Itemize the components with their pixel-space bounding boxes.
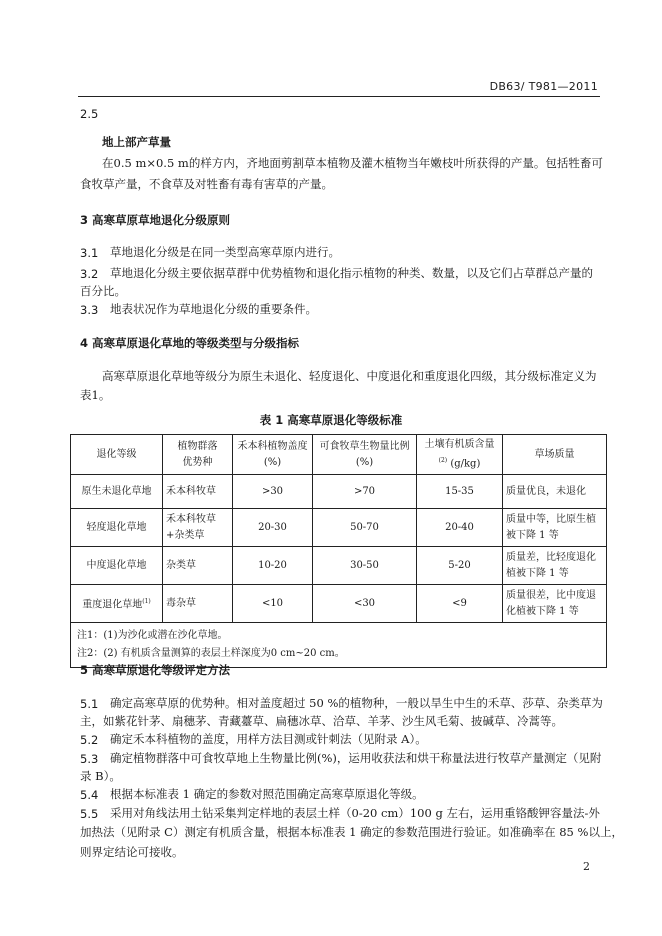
section-5-3-number: 5.3	[80, 752, 99, 766]
table-caption: 表 1 高寒草原退化等级标准	[259, 413, 403, 427]
row-biomass: <30	[313, 585, 417, 623]
section-5-2-number: 5.2	[80, 733, 99, 747]
row-grade	[71, 475, 163, 509]
row-biomass: 50-70	[313, 509, 417, 547]
section-3-2-number: 3.2	[80, 267, 99, 281]
section-3-title: 3 高寒草原草地退化分级原则	[80, 213, 231, 227]
row-grade	[71, 585, 163, 623]
row-organic: 20-40	[417, 509, 503, 547]
table-note-2: 注2：(2) 有机质含量测算的表层土样深度为0 cm~20 cm。	[77, 648, 345, 660]
row-grade-text: 重度退化草地	[82, 599, 143, 611]
header-biomass-line1: 可食牧草生物量比例	[319, 440, 410, 452]
row-organic: 5-20	[417, 547, 503, 585]
row-cover: <10	[233, 585, 313, 623]
section-5-1-line1: 确定高寒草原的优势种。相对盖度超过 50 %的植物种，一般以旱生中生的禾草、莎草、杂类草为	[110, 696, 603, 710]
document-code: DB63/ T981—2011	[489, 80, 598, 93]
row-quality	[503, 585, 607, 623]
row-quality-line1: 质量差，比轻度退化	[506, 551, 596, 563]
row-quality-line1: 质量优良，未退化	[506, 485, 586, 497]
section-3-1-text: 草地退化分级是在同一类型高寒草原内进行。	[110, 245, 340, 259]
row-dominant	[163, 585, 233, 623]
row-dominant	[163, 475, 233, 509]
section-3-2-text-line1: 草地退化分级主要依据草群中优势植物和退化指示植物的种类、数量，以及它们占草群总产量的	[110, 266, 593, 280]
section-5-5-line2: 加热法（见附录 C）测定有机质含量，根据本标准表 1 确定的参数范围进行验证。如准确率在 85 %以上，	[80, 825, 623, 839]
row-cover: >30	[233, 475, 313, 509]
header-quality: 草场质量	[503, 435, 607, 475]
row-dominant	[163, 509, 233, 547]
header-organic-superscript: (2)	[438, 457, 448, 464]
section-5-title: 5 高寒草原退化等级评定方法	[80, 663, 231, 677]
degradation-grade-table	[70, 434, 607, 668]
section-5-3-line1: 确定植物群落中可食牧草地上生物量比例(%)，运用收获法和烘干称量法进行牧草产量测定（见附	[110, 751, 602, 765]
row-quality	[503, 547, 607, 585]
header-organic	[417, 435, 503, 475]
header-organic-line1: 土壤有机质含量	[424, 439, 495, 450]
header-dominant-line2: 优势种	[182, 456, 213, 468]
header-cover-line2: (%)	[263, 456, 282, 468]
section-5-5-line1: 采用对角线法用土钻采集判定样地的表层土样（0-20 cm）100 g 左右，运用重铬酸钾容量法-外	[110, 806, 600, 820]
row-dominant-line1: 毒杂草	[166, 597, 196, 609]
section-5-1-line2: 主，如紫花针茅、扇穗茅、青藏薹草、扁穗冰草、洽草、羊茅、沙生风毛菊、披碱草、冷蒿等。	[80, 714, 563, 728]
table-row	[71, 509, 607, 547]
section-3-2-text-line2: 百分比。	[80, 284, 126, 298]
table-row	[71, 547, 607, 585]
header-cover	[233, 435, 313, 475]
page-number: 2	[583, 860, 590, 873]
row-cover: 20-30	[233, 509, 313, 547]
row-cover: 10-20	[233, 547, 313, 585]
table-header-row	[71, 435, 607, 475]
row-quality-line2: 化植被下降 1 等	[506, 605, 579, 617]
header-rule	[78, 96, 600, 97]
row-biomass: >70	[313, 475, 417, 509]
row-grade	[71, 547, 163, 585]
row-quality-line2: 被下降 1 等	[506, 529, 559, 541]
table-note-1: 注1：(1)为沙化或潜在沙化草地。	[77, 630, 228, 642]
section-3-3-text: 地表状况作为草地退化分级的重要条件。	[110, 302, 317, 316]
section-2-5-title: 地上部产草量	[102, 135, 171, 149]
header-organic-unit: (g/kg)	[450, 458, 481, 470]
header-biomass	[313, 435, 417, 475]
table-row	[71, 585, 607, 623]
section-5-5-line3: 则界定结论可接收。	[80, 845, 184, 859]
row-grade-text: 原生未退化草地	[81, 485, 152, 497]
row-grade-superscript: (1)	[142, 598, 151, 606]
header-organic-line2	[420, 453, 499, 472]
header-dominant-line1: 植物群落	[177, 440, 218, 452]
section-5-3-line2: 录 B）。	[80, 769, 121, 783]
section-4-paragraph-line2: 表1。	[80, 388, 111, 402]
row-quality	[503, 475, 607, 509]
section-2-5-paragraph-line2: 食牧草产量，不食草及对牲畜有毒有害草的产量。	[80, 177, 333, 191]
section-4-title: 4 高寒草原退化草地的等级类型与分级指标	[80, 336, 300, 350]
section-3-3-number: 3.3	[80, 303, 99, 317]
row-quality-line1: 质量很差，比中度退	[506, 589, 596, 601]
header-grade: 退化等级	[71, 435, 163, 475]
row-quality-line1: 质量中等，比原生植	[506, 513, 596, 525]
row-dominant	[163, 547, 233, 585]
row-organic: 15-35	[417, 475, 503, 509]
section-5-2-text: 确定禾本科植物的盖度，用样方法目测或针刺法（见附录 A）。	[110, 732, 427, 746]
section-2-5-number: 2.5	[80, 107, 99, 121]
section-2-5-paragraph-line1: 在0.5 m×0.5 m的样方内，齐地面剪割草本植物及灌木植物当年嫩枝叶所获得的产量。包括牲畜可	[102, 156, 603, 170]
header-dominant	[163, 435, 233, 475]
row-dominant-line2: +杂类草	[166, 529, 205, 541]
section-5-4-text: 根据本标准表 1 确定的参数对照范围确定高寒草原退化等级。	[110, 787, 424, 801]
row-quality	[503, 509, 607, 547]
row-dominant-line1: 禾本科牧草	[166, 513, 216, 525]
row-grade-text: 中度退化草地	[86, 559, 147, 571]
table-row	[71, 475, 607, 509]
header-cover-line1: 禾本科植物盖度	[237, 440, 308, 452]
row-dominant-line1: 禾本科牧草	[166, 485, 216, 497]
section-5-1-number: 5.1	[80, 697, 99, 711]
section-5-4-number: 5.4	[80, 788, 99, 802]
row-organic: <9	[417, 585, 503, 623]
header-biomass-line2: (%)	[355, 456, 374, 468]
row-grade-text: 轻度退化草地	[86, 521, 147, 533]
section-3-1-number: 3.1	[80, 246, 99, 260]
section-5-5-number: 5.5	[80, 807, 99, 821]
row-biomass: 30-50	[313, 547, 417, 585]
row-quality-line2: 植被下降 1 等	[506, 567, 569, 579]
row-grade	[71, 509, 163, 547]
row-dominant-line1: 杂类草	[166, 559, 196, 571]
section-4-paragraph-line1: 高寒草原退化草地等级分为原生未退化、轻度退化、中度退化和重度退化四级，其分级标准定义为	[102, 369, 597, 383]
